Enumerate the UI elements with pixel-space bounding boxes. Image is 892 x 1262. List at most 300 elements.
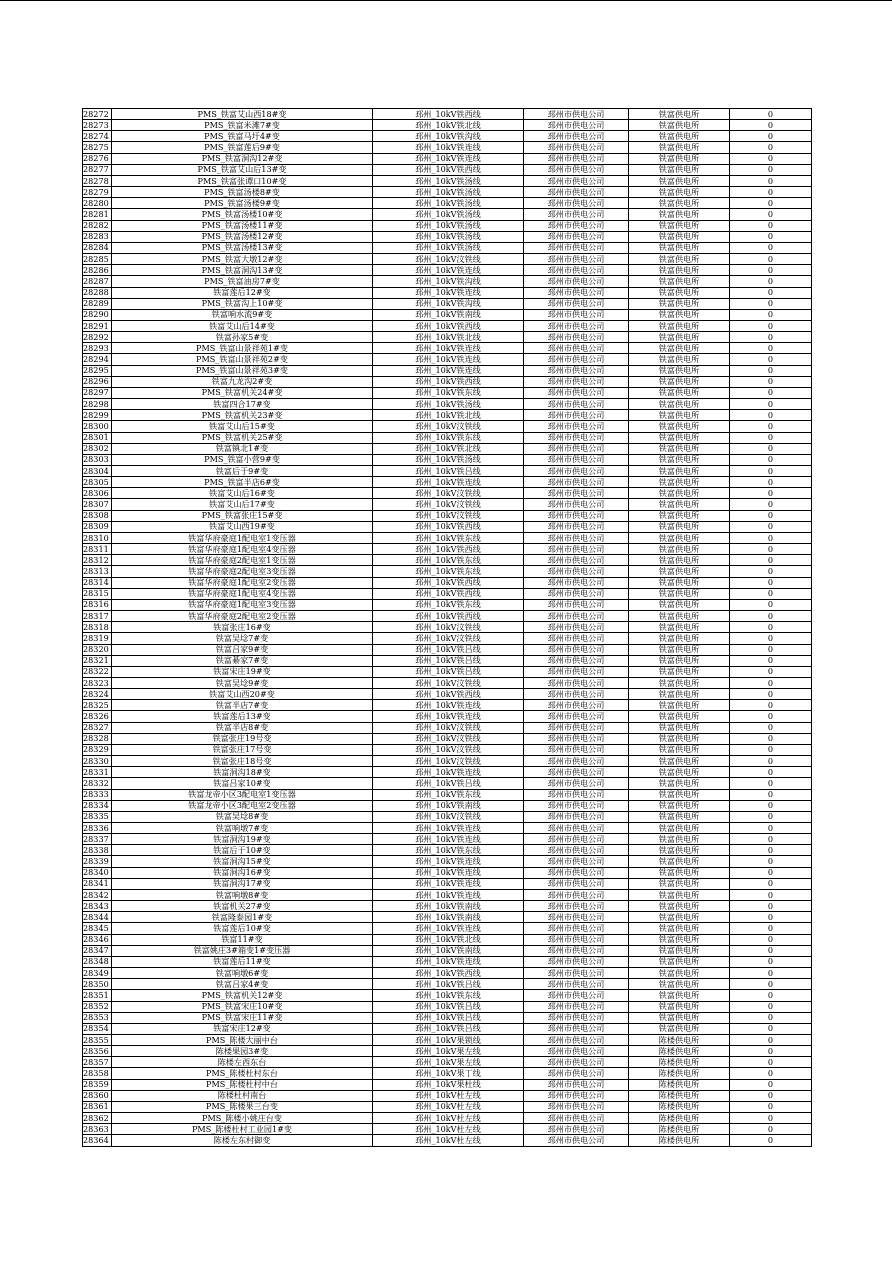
cell-company: 邳州市供电公司	[524, 510, 629, 521]
cell-station-name: PMS_铁富山景祥苑1#变	[112, 343, 373, 354]
cell-company: 邳州市供电公司	[524, 1101, 629, 1112]
table-row	[83, 611, 812, 622]
cell-company: 邳州市供电公司	[524, 131, 629, 142]
cell-value: 0	[730, 655, 812, 666]
cell-supply-station: 铁富供电所	[629, 722, 730, 733]
cell-feeder-line: 邳州_10kV铁东线	[373, 599, 524, 610]
cell-supply-station: 铁富供电所	[629, 287, 730, 298]
cell-value: 0	[730, 956, 812, 967]
cell-company: 邳州市供电公司	[524, 242, 629, 253]
cell-value: 0	[730, 722, 812, 733]
cell-station-name: PMS_铁富机关25#变	[112, 432, 373, 443]
cell-station-name: 铁富姚庄3#箱变1#变压器	[112, 945, 373, 956]
cell-value: 0	[730, 544, 812, 555]
cell-company: 邳州市供电公司	[524, 767, 629, 778]
cell-station-name: 铁富莲后11#变	[112, 956, 373, 967]
cell-record-id: 28296	[83, 376, 112, 387]
cell-supply-station: 铁富供电所	[629, 153, 730, 164]
cell-feeder-line: 邳州_10kV铁沟线	[373, 131, 524, 142]
cell-feeder-line: 邳州_10kV铁吕线	[373, 1012, 524, 1023]
cell-feeder-line: 邳州_10kV铁吕线	[373, 644, 524, 655]
cell-value: 0	[730, 622, 812, 633]
cell-station-name: 铁富艾山后14#变	[112, 320, 373, 331]
cell-company: 邳州市供电公司	[524, 320, 629, 331]
cell-record-id: 28363	[83, 1124, 112, 1135]
cell-record-id: 28358	[83, 1068, 112, 1079]
table-row	[83, 912, 812, 923]
cell-feeder-line: 邳州_10kV铁连线	[373, 878, 524, 889]
cell-supply-station: 铁富供电所	[629, 421, 730, 432]
cell-record-id: 28277	[83, 164, 112, 175]
cell-company: 邳州市供电公司	[524, 532, 629, 543]
cell-feeder-line: 邳州_10kV铁东线	[373, 990, 524, 1001]
cell-feeder-line: 邳州_10kV铁南线	[373, 901, 524, 912]
cell-record-id: 28315	[83, 588, 112, 599]
cell-supply-station: 铁富供电所	[629, 979, 730, 990]
cell-feeder-line: 邳州_10kV铁吕线	[373, 778, 524, 789]
cell-station-name: 陈楼左西东台	[112, 1057, 373, 1068]
cell-supply-station: 铁富供电所	[629, 164, 730, 175]
cell-company: 邳州市供电公司	[524, 756, 629, 767]
table-row	[83, 410, 812, 421]
cell-company: 邳州市供电公司	[524, 488, 629, 499]
cell-company: 邳州市供电公司	[524, 254, 629, 265]
cell-feeder-line: 邳州_10kV铁吕线	[373, 1001, 524, 1012]
cell-supply-station: 铁富供电所	[629, 923, 730, 934]
cell-record-id: 28282	[83, 220, 112, 231]
cell-station-name: 铁富机关27#变	[112, 901, 373, 912]
cell-company: 邳州市供电公司	[524, 856, 629, 867]
table-row	[83, 934, 812, 945]
table-row	[83, 1135, 812, 1146]
cell-value: 0	[730, 109, 812, 120]
cell-supply-station: 铁富供电所	[629, 756, 730, 767]
cell-station-name: PMS_铁富小营9#变	[112, 454, 373, 465]
cell-station-name: PMS_铁富沟上10#变	[112, 298, 373, 309]
cell-feeder-line: 邳州_10kV铁连线	[373, 856, 524, 867]
cell-value: 0	[730, 521, 812, 532]
cell-value: 0	[730, 466, 812, 477]
table-row	[83, 220, 812, 231]
cell-value: 0	[730, 309, 812, 320]
table-row	[83, 454, 812, 465]
cell-supply-station: 铁富供电所	[629, 588, 730, 599]
cell-supply-station: 铁富供电所	[629, 242, 730, 253]
cell-station-name: 铁富艾山西20#变	[112, 689, 373, 700]
cell-station-name: PMS_铁富机关24#变	[112, 387, 373, 398]
table-row	[83, 945, 812, 956]
cell-record-id: 28334	[83, 800, 112, 811]
table-row	[83, 120, 812, 131]
cell-value: 0	[730, 332, 812, 343]
cell-value: 0	[730, 432, 812, 443]
cell-station-name: 铁富吴埝9#变	[112, 677, 373, 688]
cell-record-id: 28350	[83, 979, 112, 990]
table-row	[83, 733, 812, 744]
cell-feeder-line: 邳州_10kV果锁线	[373, 1034, 524, 1045]
cell-station-name: PMS_陈楼杜村东台	[112, 1068, 373, 1079]
cell-feeder-line: 邳州_10kV铁吕线	[373, 1023, 524, 1034]
cell-feeder-line: 邳州_10kV汶铁线	[373, 499, 524, 510]
cell-supply-station: 铁富供电所	[629, 131, 730, 142]
table-row	[83, 1057, 812, 1068]
cell-supply-station: 陈楼供电所	[629, 1068, 730, 1079]
cell-feeder-line: 邳州_10kV铁连线	[373, 956, 524, 967]
cell-station-name: 铁富孙家5#变	[112, 332, 373, 343]
cell-supply-station: 陈楼供电所	[629, 1034, 730, 1045]
cell-value: 0	[730, 1046, 812, 1057]
table-row	[83, 655, 812, 666]
cell-record-id: 28355	[83, 1034, 112, 1045]
cell-company: 邳州市供电公司	[524, 845, 629, 856]
cell-value: 0	[730, 365, 812, 376]
cell-company: 邳州市供电公司	[524, 309, 629, 320]
cell-company: 邳州市供电公司	[524, 332, 629, 343]
cell-company: 邳州市供电公司	[524, 867, 629, 878]
cell-company: 邳州市供电公司	[524, 778, 629, 789]
cell-supply-station: 铁富供电所	[629, 1001, 730, 1012]
cell-company: 邳州市供电公司	[524, 376, 629, 387]
cell-supply-station: 铁富供电所	[629, 220, 730, 231]
cell-record-id: 28300	[83, 421, 112, 432]
cell-supply-station: 铁富供电所	[629, 276, 730, 287]
cell-record-id: 28316	[83, 599, 112, 610]
table-row	[83, 778, 812, 789]
cell-feeder-line: 邳州_10kV铁连线	[373, 477, 524, 488]
cell-feeder-line: 邳州_10kV铁东线	[373, 789, 524, 800]
cell-record-id: 28280	[83, 198, 112, 209]
cell-station-name: 铁富龙帝小区3配电室2变压器	[112, 800, 373, 811]
cell-record-id: 28354	[83, 1023, 112, 1034]
transformer-table	[82, 108, 812, 1147]
cell-record-id: 28303	[83, 454, 112, 465]
cell-value: 0	[730, 164, 812, 175]
table-row	[83, 231, 812, 242]
cell-supply-station: 铁富供电所	[629, 532, 730, 543]
cell-feeder-line: 邳州_10kV铁汤线	[373, 209, 524, 220]
cell-value: 0	[730, 811, 812, 822]
cell-feeder-line: 邳州_10kV铁西线	[373, 577, 524, 588]
cell-value: 0	[730, 1101, 812, 1112]
cell-supply-station: 铁富供电所	[629, 443, 730, 454]
cell-feeder-line: 邳州_10kV铁西线	[373, 611, 524, 622]
cell-company: 邳州市供电公司	[524, 265, 629, 276]
cell-supply-station: 铁富供电所	[629, 834, 730, 845]
cell-station-name: PMS_铁富山景祥苑2#变	[112, 354, 373, 365]
cell-station-name: 铁富吴埝8#变	[112, 811, 373, 822]
cell-supply-station: 铁富供电所	[629, 689, 730, 700]
table-row	[83, 1034, 812, 1045]
cell-company: 邳州市供电公司	[524, 923, 629, 934]
cell-supply-station: 铁富供电所	[629, 320, 730, 331]
cell-value: 0	[730, 834, 812, 845]
cell-record-id: 28310	[83, 532, 112, 543]
cell-station-name: PMS_铁富张谭口10#变	[112, 175, 373, 186]
cell-value: 0	[730, 588, 812, 599]
cell-value: 0	[730, 399, 812, 410]
cell-station-name: 铁富华府豪庭2配电室1变压器	[112, 555, 373, 566]
cell-station-name: 铁富吕家9#变	[112, 644, 373, 655]
cell-company: 邳州市供电公司	[524, 611, 629, 622]
cell-company: 邳州市供电公司	[524, 187, 629, 198]
cell-record-id: 28337	[83, 834, 112, 845]
cell-record-id: 28336	[83, 823, 112, 834]
cell-record-id: 28343	[83, 901, 112, 912]
cell-value: 0	[730, 1090, 812, 1101]
cell-feeder-line: 邳州_10kV铁西线	[373, 689, 524, 700]
cell-feeder-line: 邳州_10kV铁西线	[373, 376, 524, 387]
cell-supply-station: 铁富供电所	[629, 811, 730, 822]
cell-supply-station: 铁富供电所	[629, 187, 730, 198]
cell-record-id: 28346	[83, 934, 112, 945]
cell-value: 0	[730, 1135, 812, 1146]
cell-station-name: PMS_铁富大墩12#变	[112, 254, 373, 265]
cell-station-name: 铁富响墩6#变	[112, 968, 373, 979]
cell-value: 0	[730, 878, 812, 889]
cell-company: 邳州市供电公司	[524, 789, 629, 800]
cell-record-id: 28290	[83, 309, 112, 320]
cell-value: 0	[730, 744, 812, 755]
cell-station-name: 铁富吕家4#变	[112, 979, 373, 990]
cell-station-name: PMS_铁富半店6#变	[112, 477, 373, 488]
table-row	[83, 142, 812, 153]
cell-supply-station: 铁富供电所	[629, 912, 730, 923]
cell-feeder-line: 邳州_10kV铁连线	[373, 823, 524, 834]
cell-value: 0	[730, 945, 812, 956]
cell-value: 0	[730, 343, 812, 354]
cell-record-id: 28347	[83, 945, 112, 956]
cell-value: 0	[730, 1001, 812, 1012]
cell-company: 邳州市供电公司	[524, 677, 629, 688]
cell-value: 0	[730, 131, 812, 142]
cell-company: 邳州市供电公司	[524, 410, 629, 421]
cell-value: 0	[730, 733, 812, 744]
cell-value: 0	[730, 1068, 812, 1079]
cell-value: 0	[730, 934, 812, 945]
cell-record-id: 28360	[83, 1090, 112, 1101]
cell-record-id: 28326	[83, 711, 112, 722]
cell-value: 0	[730, 320, 812, 331]
cell-value: 0	[730, 856, 812, 867]
cell-company: 邳州市供电公司	[524, 1001, 629, 1012]
table-body	[83, 109, 812, 1147]
cell-station-name: 铁富艾山后16#变	[112, 488, 373, 499]
cell-supply-station: 铁富供电所	[629, 432, 730, 443]
cell-record-id: 28352	[83, 1001, 112, 1012]
cell-value: 0	[730, 1023, 812, 1034]
cell-value: 0	[730, 1012, 812, 1023]
cell-station-name: 铁富宋庄19#变	[112, 666, 373, 677]
cell-feeder-line: 邳州_10kV铁西线	[373, 968, 524, 979]
cell-record-id: 28273	[83, 120, 112, 131]
cell-feeder-line: 邳州_10kV铁东线	[373, 845, 524, 856]
cell-record-id: 28289	[83, 298, 112, 309]
cell-feeder-line: 邳州_10kV铁北线	[373, 443, 524, 454]
cell-company: 邳州市供电公司	[524, 644, 629, 655]
cell-supply-station: 铁富供电所	[629, 778, 730, 789]
cell-supply-station: 铁富供电所	[629, 700, 730, 711]
table-row	[83, 633, 812, 644]
cell-record-id: 28339	[83, 856, 112, 867]
cell-feeder-line: 邳州_10kV铁东线	[373, 387, 524, 398]
cell-supply-station: 铁富供电所	[629, 120, 730, 131]
cell-feeder-line: 邳州_10kV汶铁线	[373, 733, 524, 744]
table-row	[83, 421, 812, 432]
table-row	[83, 644, 812, 655]
cell-feeder-line: 邳州_10kV铁南线	[373, 800, 524, 811]
cell-value: 0	[730, 1057, 812, 1068]
table-row	[83, 164, 812, 175]
table-row	[83, 834, 812, 845]
cell-company: 邳州市供电公司	[524, 499, 629, 510]
cell-value: 0	[730, 376, 812, 387]
cell-feeder-line: 邳州_10kV杜左线	[373, 1090, 524, 1101]
cell-station-name: 铁富宋庄12#变	[112, 1023, 373, 1034]
cell-record-id: 28362	[83, 1113, 112, 1124]
table-row	[83, 198, 812, 209]
cell-company: 邳州市供电公司	[524, 823, 629, 834]
cell-record-id: 28281	[83, 209, 112, 220]
cell-feeder-line: 邳州_10kV铁西线	[373, 521, 524, 532]
cell-value: 0	[730, 968, 812, 979]
cell-supply-station: 陈楼供电所	[629, 1057, 730, 1068]
cell-station-name: 铁富四合17#变	[112, 399, 373, 410]
cell-record-id: 28361	[83, 1101, 112, 1112]
table-row	[83, 689, 812, 700]
cell-company: 邳州市供电公司	[524, 220, 629, 231]
cell-station-name: PMS_铁富宋庄11#变	[112, 1012, 373, 1023]
cell-station-name: 陈楼杜村南台	[112, 1090, 373, 1101]
table-row	[83, 878, 812, 889]
cell-supply-station: 铁富供电所	[629, 577, 730, 588]
cell-supply-station: 铁富供电所	[629, 566, 730, 577]
cell-station-name: 铁富洞沟16#变	[112, 867, 373, 878]
table-row	[83, 131, 812, 142]
cell-feeder-line: 邳州_10kV铁汤线	[373, 220, 524, 231]
cell-feeder-line: 邳州_10kV铁西线	[373, 320, 524, 331]
cell-supply-station: 铁富供电所	[629, 622, 730, 633]
cell-supply-station: 铁富供电所	[629, 733, 730, 744]
cell-value: 0	[730, 555, 812, 566]
cell-company: 邳州市供电公司	[524, 689, 629, 700]
cell-record-id: 28328	[83, 733, 112, 744]
cell-value: 0	[730, 867, 812, 878]
cell-company: 邳州市供电公司	[524, 622, 629, 633]
cell-supply-station: 陈楼供电所	[629, 1135, 730, 1146]
cell-record-id: 28313	[83, 566, 112, 577]
table-row	[83, 823, 812, 834]
cell-value: 0	[730, 187, 812, 198]
table-row	[83, 399, 812, 410]
cell-station-name: 铁富半店8#变	[112, 722, 373, 733]
cell-supply-station: 铁富供电所	[629, 265, 730, 276]
cell-company: 邳州市供电公司	[524, 354, 629, 365]
cell-feeder-line: 邳州_10kV铁汤线	[373, 231, 524, 242]
cell-station-name: PMS_铁富机关23#变	[112, 410, 373, 421]
cell-feeder-line: 邳州_10kV汶铁线	[373, 510, 524, 521]
cell-value: 0	[730, 265, 812, 276]
cell-value: 0	[730, 689, 812, 700]
cell-station-name: PMS_铁富艾山后13#变	[112, 164, 373, 175]
table-row	[83, 376, 812, 387]
table-row	[83, 320, 812, 331]
cell-station-name: 铁富张庄18号变	[112, 756, 373, 767]
cell-feeder-line: 邳州_10kV杜左线	[373, 1101, 524, 1112]
cell-value: 0	[730, 220, 812, 231]
cell-company: 邳州市供电公司	[524, 700, 629, 711]
cell-station-name: PMS_铁富马圩4#变	[112, 131, 373, 142]
cell-record-id: 28309	[83, 521, 112, 532]
cell-feeder-line: 邳州_10kV铁东线	[373, 432, 524, 443]
table-row	[83, 521, 812, 532]
cell-value: 0	[730, 153, 812, 164]
cell-record-id: 28308	[83, 510, 112, 521]
table-row	[83, 1046, 812, 1057]
cell-feeder-line: 邳州_10kV铁沟线	[373, 276, 524, 287]
cell-value: 0	[730, 823, 812, 834]
cell-company: 邳州市供电公司	[524, 889, 629, 900]
table-row	[83, 1012, 812, 1023]
cell-station-name: PMS_铁富莲后9#变	[112, 142, 373, 153]
cell-feeder-line: 邳州_10kV铁西线	[373, 164, 524, 175]
cell-feeder-line: 邳州_10kV铁连线	[373, 287, 524, 298]
cell-company: 邳州市供电公司	[524, 588, 629, 599]
cell-company: 邳州市供电公司	[524, 722, 629, 733]
cell-station-name: 铁富华府豪庭1配电室3变压器	[112, 599, 373, 610]
cell-station-name: PMS_铁富汤楼11#变	[112, 220, 373, 231]
cell-station-name: PMS_铁富宋庄10#变	[112, 1001, 373, 1012]
cell-value: 0	[730, 1124, 812, 1135]
cell-record-id: 28329	[83, 744, 112, 755]
table-row	[83, 499, 812, 510]
cell-station-name: PMS_陈楼小姚庄台变	[112, 1113, 373, 1124]
page-top-rule	[0, 0, 892, 1]
table-row	[83, 265, 812, 276]
cell-supply-station: 铁富供电所	[629, 544, 730, 555]
cell-station-name: 铁富响水流9#变	[112, 309, 373, 320]
cell-station-name: 铁富华府豪庭1配电室2变压器	[112, 577, 373, 588]
cell-record-id: 28333	[83, 789, 112, 800]
cell-record-id: 28356	[83, 1046, 112, 1057]
cell-company: 邳州市供电公司	[524, 956, 629, 967]
cell-feeder-line: 邳州_10kV铁吕线	[373, 666, 524, 677]
cell-feeder-line: 邳州_10kV汶铁线	[373, 744, 524, 755]
cell-company: 邳州市供电公司	[524, 633, 629, 644]
cell-feeder-line: 邳州_10kV汶铁线	[373, 254, 524, 265]
cell-station-name: 铁富莲后10#变	[112, 923, 373, 934]
cell-company: 邳州市供电公司	[524, 1135, 629, 1146]
cell-record-id: 28348	[83, 956, 112, 967]
cell-supply-station: 铁富供电所	[629, 901, 730, 912]
cell-company: 邳州市供电公司	[524, 1057, 629, 1068]
cell-station-name: 铁富洞沟18#变	[112, 767, 373, 778]
cell-feeder-line: 邳州_10kV铁连线	[373, 767, 524, 778]
cell-station-name: 铁富洞沟15#变	[112, 856, 373, 867]
table-row	[83, 510, 812, 521]
cell-company: 邳州市供电公司	[524, 421, 629, 432]
cell-supply-station: 铁富供电所	[629, 1012, 730, 1023]
cell-feeder-line: 邳州_10kV铁连线	[373, 700, 524, 711]
cell-supply-station: 铁富供电所	[629, 744, 730, 755]
cell-value: 0	[730, 142, 812, 153]
table-row	[83, 811, 812, 822]
cell-company: 邳州市供电公司	[524, 912, 629, 923]
cell-supply-station: 铁富供电所	[629, 666, 730, 677]
cell-station-name: 铁富艾山后17#变	[112, 499, 373, 510]
cell-record-id: 28292	[83, 332, 112, 343]
cell-company: 邳州市供电公司	[524, 733, 629, 744]
cell-company: 邳州市供电公司	[524, 109, 629, 120]
